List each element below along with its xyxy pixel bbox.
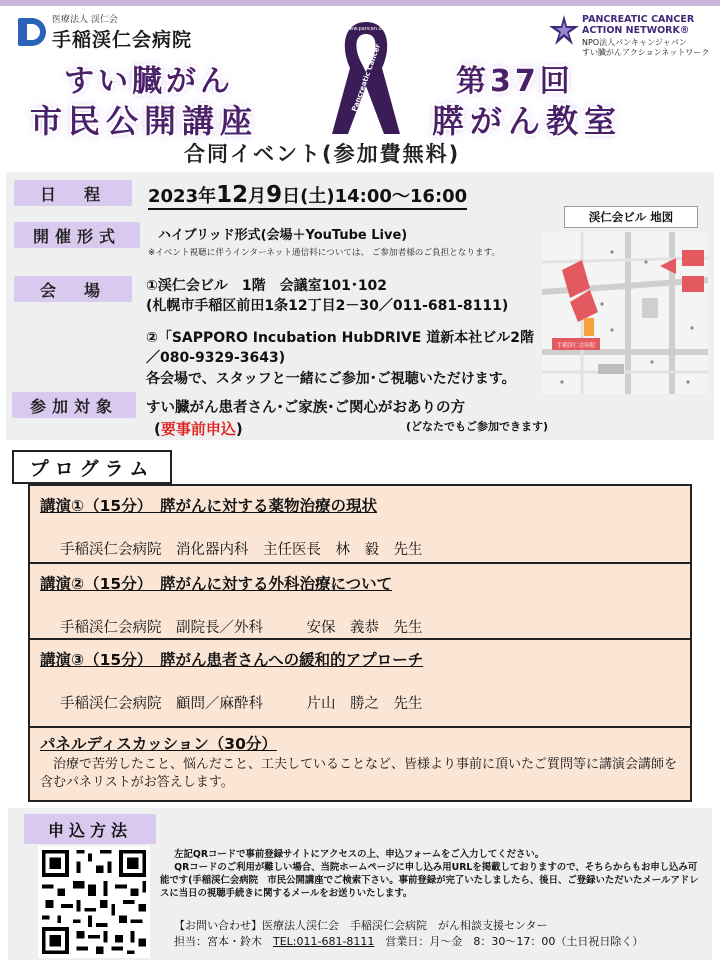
application-label: 申込方法 — [24, 814, 156, 844]
pancan-jp1: NPO法人パンキャンジャパン — [582, 38, 687, 47]
venue-1 — [146, 276, 508, 316]
format-value: ハイブリッド形式(会場＋YouTube Live) — [158, 228, 408, 243]
required-text: 要事前申込 — [160, 420, 236, 438]
lecture-item — [30, 640, 690, 728]
date-day: 9 — [266, 182, 283, 208]
hospital-name: 手稲渓仁会病院 — [52, 29, 193, 51]
application-text-2: QRコードのご利用が難しい場合、当院ホームページに申し込み用URLを掲載しておりますので、そちらからもお申し込み可能です(手稲渓仁会病院 市民公開講座でご検索下さい。事前登録が完了いたしましたら、後日、ご登録いただいたメールアドレスに当日の視聴手続きに関するメールをお送りいたします。 — [160, 862, 699, 899]
venue-2-line1: ②「SAPPORO Incubation HubDRIVE 道新本社ビル2階 — [146, 330, 534, 346]
lecture-title: 講演①（15分） 膵がんに対する薬物治療の現状 — [40, 497, 377, 515]
format-label: 開催形式 — [14, 222, 140, 248]
date-month: 12 — [216, 182, 249, 208]
application-section — [8, 808, 712, 960]
date-year: 2023年 — [148, 186, 217, 207]
venue-map — [542, 232, 708, 394]
application-instructions — [160, 848, 705, 900]
title-left-line2: 市民公開講座 — [30, 102, 259, 140]
hospital-logo — [16, 12, 192, 52]
joint-event-subtitle: 合同イベント(参加費無料) — [184, 142, 461, 166]
contact-info — [174, 918, 643, 950]
panel-discussion — [30, 728, 690, 802]
registration-required: (要事前申込) — [154, 420, 243, 438]
top-accent-bar — [0, 0, 720, 6]
venue-2-line2: ／080-9329-3643) — [146, 350, 286, 366]
pancan-line1: PANCREATIC CANCER — [582, 14, 695, 25]
title-right-line2: 膵がん教室 — [432, 102, 623, 140]
lecture-speaker: 手稲渓仁会病院 顧問／麻酔科 片山 勝之 先生 — [60, 696, 423, 712]
contact-staff: 担当：宮本・鈴木 — [174, 935, 273, 948]
pancan-line2: ACTION NETWORK® — [582, 25, 690, 36]
map-building-label: 手稲渓仁会病院 — [556, 343, 596, 349]
venue-note: 各会場で、スタッフと一緒にご参加･ご視聴いただけます。 — [146, 371, 516, 387]
contact-tel-link[interactable]: TEL:011-681-8111 — [273, 935, 375, 948]
date-day-unit: 日 — [282, 186, 301, 207]
venue-1-line1: ①渓仁会ビル 1階 会議室101･102 — [146, 278, 388, 294]
date-time: (土)14:00～16:00 — [300, 186, 468, 207]
purple-ribbon-icon — [326, 16, 406, 138]
hospital-corp: 医療法人 渓仁会 — [52, 15, 118, 25]
contact-line-1: 【お問い合わせ】医療法人渓仁会 手稲渓仁会病院 がん相談支援センター — [174, 919, 548, 932]
map-title: 渓仁会ビル 地図 — [564, 206, 698, 228]
application-text-1: 左記QRコードで事前登録サイトにアクセスの上、申込フォームをご入力してください。 — [174, 849, 545, 860]
title-left-line1: すい臓がん — [64, 64, 234, 99]
ribbon-url: www.pancan.org — [345, 26, 387, 32]
ribbon-text: Pancreatic Cancer — [350, 42, 383, 113]
qr-code[interactable] — [38, 846, 150, 958]
target-value: すい臓がん患者さん･ご家族･ご関心がおありの方 — [146, 400, 465, 416]
target-label: 参加対象 — [12, 392, 136, 418]
venue-1-line2: (札幌市手稲区前田1条12丁目2－30／011-681-8111) — [146, 298, 509, 314]
program-box — [28, 484, 692, 802]
title-right-line1: 第37回 — [456, 64, 574, 99]
format-note: ※イベント視聴に伴うインターネット通信料については、 ご参加者様のご負担となります。 — [148, 248, 501, 258]
event-info-section — [6, 172, 714, 440]
date-label: 日 程 — [14, 180, 132, 206]
star-icon — [548, 14, 580, 46]
target-note: (どなたでもご参加できます) — [406, 420, 549, 433]
panel-title: パネルディスカッション（30分） — [40, 735, 277, 753]
pancan-jp2: すい臓がんアクションネットワーク — [582, 48, 710, 57]
lecture-title: 講演③（15分） 膵がん患者さんへの緩和的アプローチ — [40, 651, 424, 669]
contact-hours: 営業日：月～金 8：30～17：00（土日祝日除く） — [374, 935, 644, 948]
program-label: プログラム — [12, 450, 172, 484]
event-date — [148, 182, 467, 208]
lecture-item — [30, 564, 690, 640]
venue-label: 会 場 — [14, 276, 132, 302]
venue-2 — [146, 328, 534, 368]
panel-description: 治療で苦労したこと、悩んだこと、工夫していることなど、皆様より事前に頂いたご質問等に講演会講師を含むパネリストがお答えします。 — [40, 757, 678, 790]
lecture-title: 講演②（15分） 膵がんに対する外科治療について — [40, 575, 393, 593]
lecture-speaker: 手稲渓仁会病院 副院長／外科 安保 義恭 先生 — [60, 620, 423, 636]
date-month-unit: 月 — [248, 186, 267, 207]
hospital-logo-mark — [16, 16, 46, 48]
lecture-speaker: 手稲渓仁会病院 消化器内科 主任医長 林 毅 先生 — [60, 542, 423, 558]
lecture-item — [30, 486, 690, 564]
